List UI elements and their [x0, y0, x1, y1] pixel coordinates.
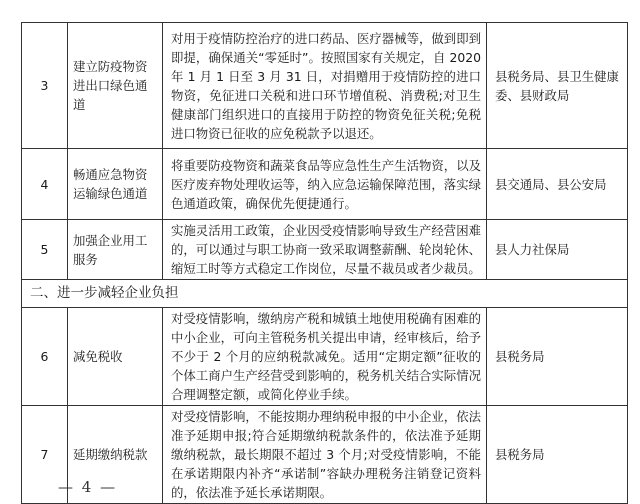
- measure-content: 将重要防疫物资和蔬菜食品等应急性生产生活物资，以及医疗废弃物处理收运等，纳入应急运输保障范围，落实绿色通道政策，确保优先便捷通行。: [163, 149, 487, 220]
- responsible-department: 县人力社保局: [487, 220, 628, 280]
- measure-name: 加强企业用工服务: [68, 220, 163, 280]
- responsible-department: 县交通局、县公安局: [487, 149, 628, 220]
- measure-name: 减免税收: [68, 308, 163, 406]
- row-number: 5: [22, 220, 68, 280]
- section-header-row: [22, 280, 628, 308]
- page-number: — 4 —: [58, 478, 118, 496]
- responsible-department: 县税务局: [487, 308, 628, 406]
- policy-table: [21, 22, 628, 504]
- responsible-department: 县税务局: [487, 406, 628, 504]
- row-number: 7: [22, 406, 68, 504]
- row-number: 4: [22, 149, 68, 220]
- measure-content: 对受疫情影响，不能按期办理纳税申报的中小企业，依法准予延期申报;符合延期缴纳税款条件的，依法准予延期缴纳税款，最长期限不超过 3 个月;对受疫情影响，不能在承诺期限内补齐“承诺制”容缺办理税务注销登记资料的，依法准予延长承诺期限。: [163, 406, 487, 504]
- measure-content: 对受疫情影响，缴纳房产税和城镇土地使用税确有困难的中小企业，可向主管税务机关提出申请，经审核后，给予不少于 2 个月的应纳税款减免。适用“定期定额”征收的个体工商户生产经营受到影响的，税务机关结合实际情况合理调整定额，或简化停业手续。: [163, 308, 487, 406]
- table-row: [22, 308, 628, 406]
- table-row: [22, 149, 628, 220]
- table-row: [22, 23, 628, 149]
- section-title: 二、进一步减轻企业负担: [22, 280, 628, 308]
- table-row: [22, 220, 628, 280]
- row-number: 3: [22, 23, 68, 149]
- measure-content: 实施灵活用工政策，企业因受疫情影响导致生产经营困难的，可以通过与职工协商一致采取调整薪酬、轮岗轮休、缩短工时等方式稳定工作岗位，尽量不裁员或者少裁员。: [163, 220, 487, 280]
- measure-name: 畅通应急物资运输绿色通道: [68, 149, 163, 220]
- responsible-department: 县税务局、县卫生健康委、县财政局: [487, 23, 628, 149]
- measure-name: 延期缴纳税款: [68, 406, 163, 504]
- measure-content: 对用于疫情防控治疗的进口药品、医疗器械等，做到即到即提，确保通关“零延时”。按照国家有关规定，自 2020 年 1 月 1 日至 3 月 31 日，对捐赠用于疫情防控的进口物资，免征进口关税和进口环节增值税、消费税;对卫生健康部门组织进口的直接用于防控的物资免征关税;免税进口物资已征收的应免税款予以退还。: [163, 23, 487, 149]
- measure-name: 建立防疫物资进出口绿色通道: [68, 23, 163, 149]
- row-number: 6: [22, 308, 68, 406]
